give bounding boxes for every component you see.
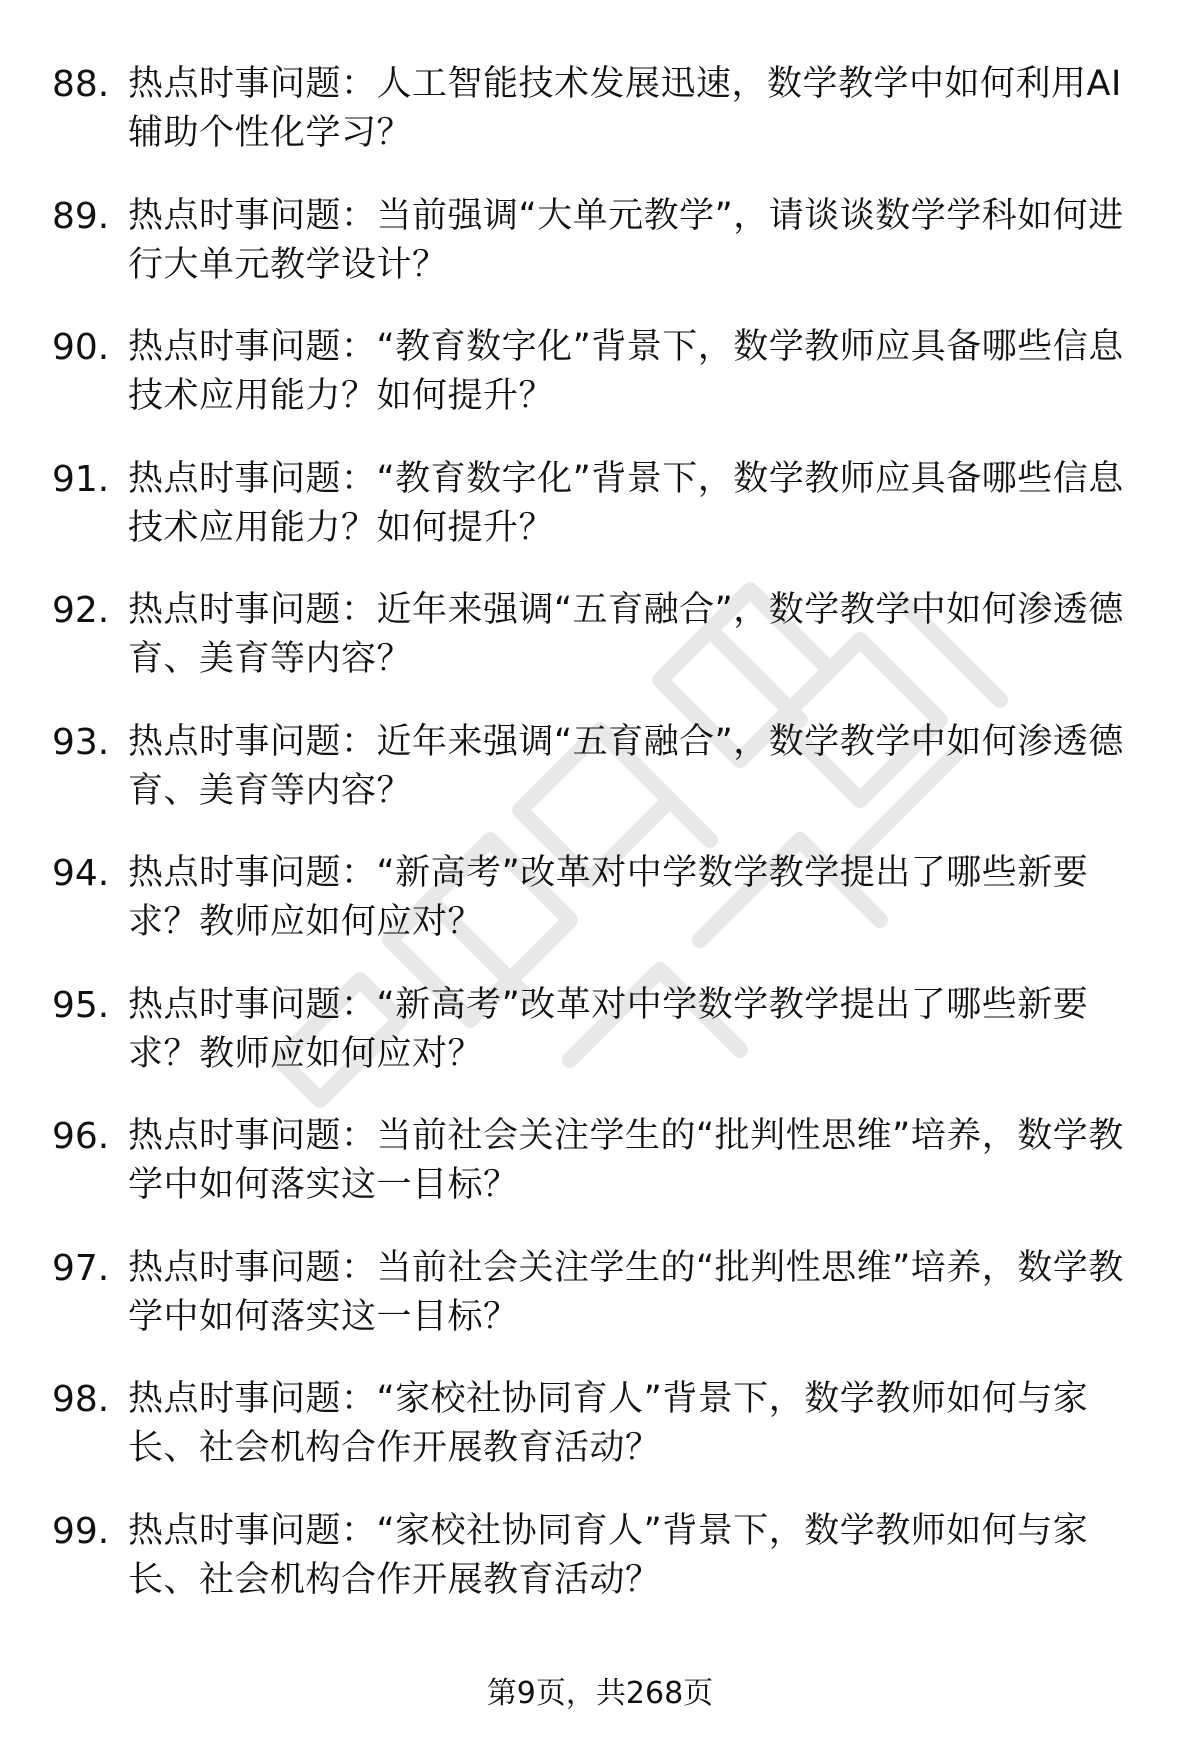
question-item	[52, 849, 1152, 947]
question-text: 热点时事问题：近年来强调“五育融合”，数学教学中如何渗透德育、美育等内容？	[128, 721, 1124, 811]
question-text: 热点时事问题：“新高考”改革对中学数学教学提出了哪些新要求？教师应如何应对？	[128, 984, 1089, 1074]
question-item	[52, 60, 1152, 158]
question-item	[52, 981, 1152, 1079]
question-text: 热点时事问题：近年来强调“五育融合”，数学教学中如何渗透德育、美育等内容？	[128, 590, 1124, 679]
question-number: 94.	[52, 853, 110, 894]
question-number: 93.	[52, 721, 110, 763]
question-number: 89.	[52, 195, 110, 237]
question-number: 92.	[52, 590, 110, 631]
question-item	[52, 1112, 1152, 1210]
question-item	[52, 718, 1152, 816]
question-number: 90.	[52, 327, 110, 368]
question-text: 热点时事问题：“家校社协同育人”背景下，数学教师如何与家长、社会机构合作开展教育活动？	[128, 1510, 1089, 1600]
question-text: 热点时事问题：“新高考”改革对中学数学教学提出了哪些新要求？教师应如何应对？	[128, 853, 1089, 942]
question-text: 热点时事问题：当前社会关注学生的“批判性思维”培养，数学教学中如何落实这一目标？	[128, 1116, 1124, 1205]
question-item	[52, 323, 1152, 421]
question-item	[52, 1375, 1152, 1473]
question-text: 热点时事问题：人工智能技术发展迅速，数学教学中如何利用AI辅助个性化学习？	[128, 64, 1122, 153]
question-text: 热点时事问题：当前社会关注学生的“批判性思维”培养，数学教学中如何落实这一目标？	[128, 1247, 1124, 1337]
question-number: 88.	[52, 64, 110, 105]
question-list	[52, 60, 1152, 1638]
question-number: 98.	[52, 1379, 110, 1420]
question-text: 热点时事问题：“教育数字化”背景下，数学教师应具备哪些信息技术应用能力？如何提升？	[128, 458, 1124, 548]
question-text: 热点时事问题：“家校社协同育人”背景下，数学教师如何与家长、社会机构合作开展教育活动？	[128, 1379, 1089, 1468]
question-text: 热点时事问题：“教育数字化”背景下，数学教师应具备哪些信息技术应用能力？如何提升？	[128, 327, 1124, 416]
question-item	[52, 455, 1152, 553]
page-footer: 第9页，共268页	[486, 1676, 714, 1711]
question-item	[52, 192, 1152, 290]
question-item	[52, 586, 1152, 684]
question-number: 95.	[52, 984, 110, 1026]
question-item	[52, 1244, 1152, 1342]
question-number: 91.	[52, 458, 110, 500]
question-number: 97.	[52, 1247, 110, 1289]
question-number: 99.	[52, 1510, 110, 1552]
question-number: 96.	[52, 1116, 110, 1157]
question-text: 热点时事问题：当前强调“大单元教学”，请谈谈数学学科如何进行大单元教学设计？	[128, 195, 1124, 285]
question-item	[52, 1507, 1152, 1605]
